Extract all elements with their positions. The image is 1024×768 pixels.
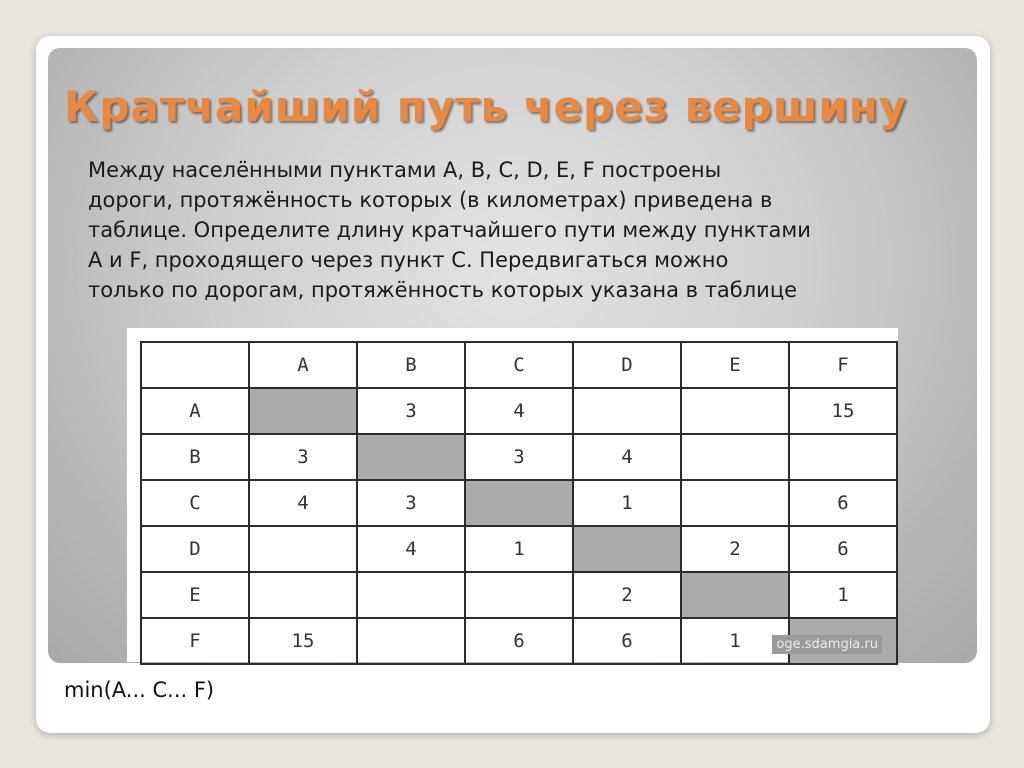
distance-cell: 15	[249, 618, 357, 664]
table-row	[141, 526, 897, 572]
distance-cell: 2	[573, 572, 681, 618]
row-header-b: B	[141, 434, 249, 480]
distance-cell	[249, 526, 357, 572]
distance-table-area	[127, 328, 898, 662]
diagonal-cell	[573, 526, 681, 572]
table-header-row	[141, 342, 897, 388]
distance-cell: 4	[465, 388, 573, 434]
distance-cell: 3	[357, 480, 465, 526]
distance-cell: 4	[249, 480, 357, 526]
row-header-d: D	[141, 526, 249, 572]
distance-cell	[681, 480, 789, 526]
distance-cell	[573, 388, 681, 434]
diagonal-cell	[681, 572, 789, 618]
column-header-d: D	[573, 342, 681, 388]
slide-title: Кратчайший путь через вершину	[64, 82, 908, 131]
distance-cell: 15	[789, 388, 897, 434]
table-row	[141, 388, 897, 434]
distance-cell: 1	[573, 480, 681, 526]
problem-statement: Между населёнными пунктами A, B, C, D, E, F построены дороги, протяжённость которых (в километрах) приведена в таблице. Определите длину кратчайшего пути между пунктами A и F, проходящего через пункт C. Передвигаться можно только по дорогам, протяжённость которых указана в таблице	[88, 158, 811, 302]
distance-cell	[249, 572, 357, 618]
distance-cell	[681, 388, 789, 434]
table-row	[141, 434, 897, 480]
row-header-f: F	[141, 618, 249, 664]
distance-cell: 4	[357, 526, 465, 572]
column-header-b: B	[357, 342, 465, 388]
row-header-a: A	[141, 388, 249, 434]
distance-cell: 6	[465, 618, 573, 664]
table-corner-cell	[141, 342, 249, 388]
watermark: oge.sdamgia.ru	[772, 635, 882, 654]
distance-cell: 6	[789, 526, 897, 572]
distance-cell	[465, 572, 573, 618]
distance-cell	[789, 434, 897, 480]
distance-table	[140, 341, 898, 665]
distance-cell: 1	[681, 618, 789, 664]
column-header-e: E	[681, 342, 789, 388]
distance-cell: 3	[465, 434, 573, 480]
diagonal-cell	[357, 434, 465, 480]
column-header-a: A	[249, 342, 357, 388]
distance-cell: 3	[249, 434, 357, 480]
column-header-f: F	[789, 342, 897, 388]
distance-cell: 6	[789, 480, 897, 526]
distance-cell: 3	[357, 388, 465, 434]
distance-cell: 4	[573, 434, 681, 480]
distance-cell: 6	[573, 618, 681, 664]
formula-text: min(A... C... F)	[64, 678, 215, 702]
table-row	[141, 480, 897, 526]
distance-cell	[357, 572, 465, 618]
table-row	[141, 572, 897, 618]
distance-cell: 2	[681, 526, 789, 572]
diagonal-cell	[465, 480, 573, 526]
distance-cell: 1	[465, 526, 573, 572]
distance-cell	[681, 434, 789, 480]
diagonal-cell	[249, 388, 357, 434]
column-header-c: C	[465, 342, 573, 388]
row-header-e: E	[141, 572, 249, 618]
distance-cell: 1	[789, 572, 897, 618]
distance-cell	[357, 618, 465, 664]
row-header-c: C	[141, 480, 249, 526]
